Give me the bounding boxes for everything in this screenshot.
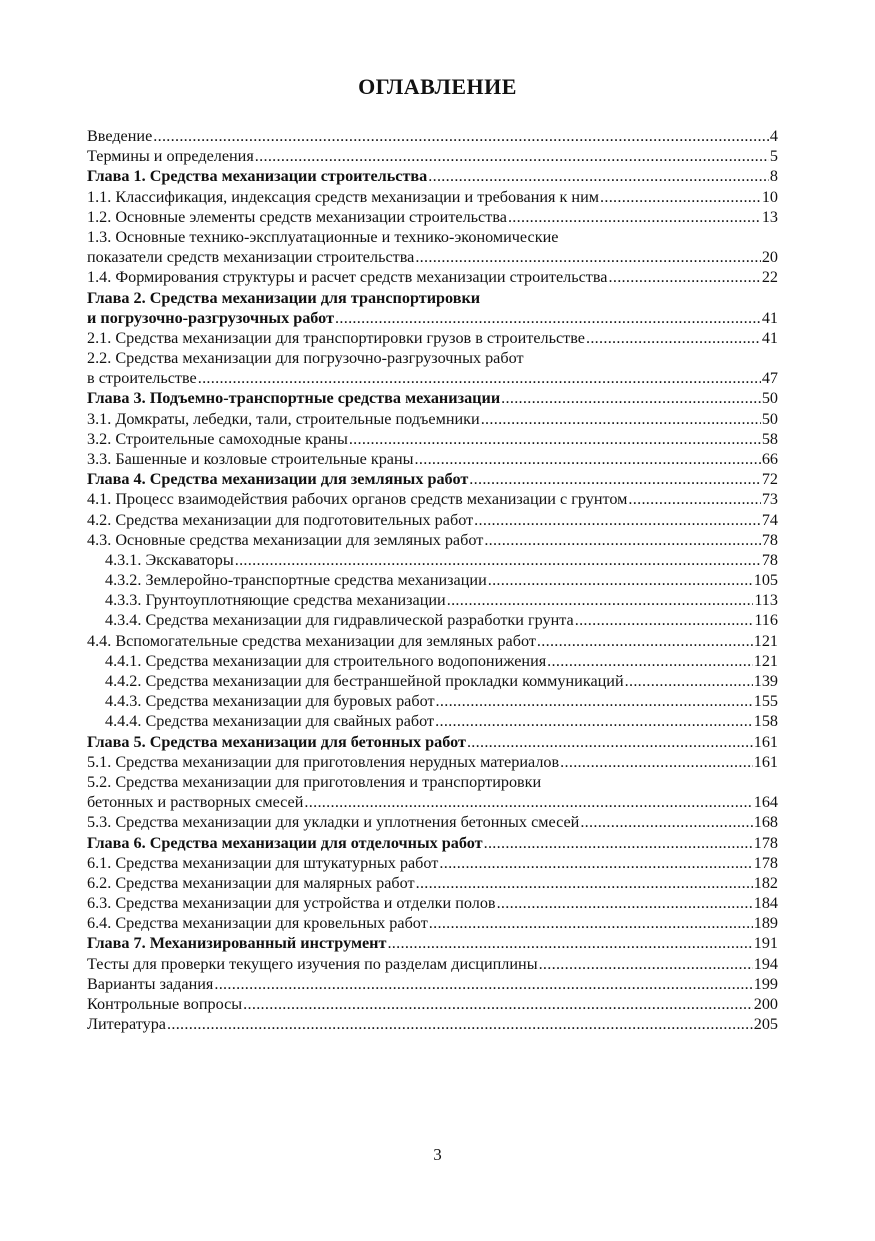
dot-leader: [537, 631, 753, 651]
page-title: ОГЛАВЛЕНИЕ: [358, 74, 517, 99]
toc-entry-title: 6.3. Средства механизации для устройства и отделки полов: [87, 894, 496, 913]
toc-entry[interactable]: [87, 611, 778, 631]
dot-leader: [484, 833, 753, 853]
toc-entry[interactable]: [87, 570, 778, 590]
toc-entry[interactable]: [87, 913, 778, 933]
toc-entry[interactable]: [87, 348, 778, 368]
toc-entry-title: 1.2. Основные элементы средств механизации строительства: [87, 207, 507, 226]
toc-entry[interactable]: [87, 530, 778, 550]
toc-entry-title: 6.2. Средства механизации для малярных работ: [87, 873, 415, 892]
dot-leader: [628, 489, 760, 509]
toc-entry[interactable]: [87, 812, 778, 832]
toc-entry-page: 5: [769, 147, 778, 166]
toc-entry[interactable]: [87, 651, 778, 671]
toc-entry-page: 78: [761, 530, 778, 549]
dot-leader: [349, 429, 761, 449]
toc-entry-title: Литература: [87, 1015, 166, 1034]
toc-entry-title: 4.4.1. Средства механизации для строительного водопонижения: [105, 651, 547, 670]
toc-entry-page: 72: [761, 470, 778, 489]
toc-entry-page: 47: [761, 369, 778, 388]
toc-entry-title: 3.2. Строительные самоходные краны: [87, 429, 348, 448]
toc-entry-title: Тесты для проверки текущего изучения по разделам дисциплины: [87, 954, 538, 973]
toc-entry-title: 4.4.4. Средства механизации для свайных работ: [105, 712, 435, 731]
toc-entry-page: 20: [761, 248, 778, 267]
toc-entry-page: 73: [761, 490, 778, 509]
toc-entry-title: 4.2. Средства механизации для подготовительных работ: [87, 510, 474, 529]
toc-entry-title: 4.4.3. Средства механизации для буровых работ: [105, 692, 435, 711]
dot-leader: [497, 893, 753, 913]
toc-entry[interactable]: [87, 267, 778, 287]
toc-entry-page: 78: [761, 550, 778, 569]
toc-entry-page: 189: [753, 914, 778, 933]
dot-leader: [560, 752, 753, 772]
table-of-contents: [87, 126, 778, 1034]
toc-entry[interactable]: [87, 409, 778, 429]
toc-entry-title: Глава 3. Подъемно-транспортные средства механизации: [87, 389, 501, 408]
dot-leader: [484, 530, 761, 550]
toc-entry[interactable]: [87, 772, 778, 792]
dot-leader: [539, 954, 753, 974]
toc-entry-title: Глава 4. Средства механизации для земляных работ: [87, 470, 469, 489]
toc-entry-title: 1.4. Формирования структуры и расчет средств механизации строительства: [87, 268, 608, 287]
toc-entry[interactable]: [87, 752, 778, 772]
dot-leader: [474, 510, 761, 530]
toc-entry[interactable]: [87, 247, 778, 267]
toc-entry[interactable]: [87, 166, 778, 186]
toc-entry-title: показатели средств механизации строительства: [87, 248, 415, 267]
dot-leader: [387, 933, 752, 953]
toc-entry-title: 4.3.3. Грунтоуплотняющие средства механизации: [105, 591, 446, 610]
toc-entry-page: 200: [753, 995, 778, 1014]
dot-leader: [586, 328, 761, 348]
dot-leader: [235, 550, 761, 570]
toc-entry[interactable]: [87, 368, 778, 388]
toc-entry-page: 50: [761, 389, 778, 408]
dot-leader: [575, 610, 754, 630]
toc-entry-page: 41: [761, 308, 778, 327]
toc-entry[interactable]: [87, 691, 778, 711]
toc-entry-title: Варианты задания: [87, 974, 214, 993]
toc-entry-page: 105: [753, 571, 778, 590]
toc-entry-page: 161: [753, 752, 778, 771]
toc-entry-page: 168: [753, 813, 778, 832]
toc-entry-page: 121: [753, 651, 778, 670]
toc-entry[interactable]: [87, 550, 778, 570]
toc-entry-title: Глава 7. Механизированный инструмент: [87, 934, 387, 953]
dot-leader: [547, 651, 753, 671]
toc-entry-page: 74: [761, 510, 778, 529]
toc-entry-title: 1.1. Классификация, индексация средств механизации и требования к ним: [87, 187, 599, 206]
toc-entry-title: 2.2. Средства механизации для погрузочно-разгрузочных работ: [87, 349, 524, 368]
page-number: 3: [433, 1145, 442, 1164]
toc-entry-page: 8: [769, 167, 778, 186]
toc-entry[interactable]: [87, 469, 778, 489]
dot-leader: [416, 873, 753, 893]
toc-entry-title: и погрузочно-разгрузочных работ: [87, 308, 335, 327]
toc-entry-page: 158: [753, 712, 778, 731]
toc-entry-title: Глава 1. Средства механизации строительства: [87, 167, 428, 186]
toc-entry-title: бетонных и растворных смесей: [87, 793, 304, 812]
toc-entry[interactable]: [87, 974, 778, 994]
dot-leader: [335, 308, 761, 328]
toc-entry-page: 155: [753, 692, 778, 711]
toc-entry[interactable]: [87, 954, 778, 974]
toc-entry-title: 3.1. Домкраты, лебедки, тали, строительные подъемники: [87, 409, 480, 428]
dot-leader: [469, 469, 761, 489]
toc-entry[interactable]: [87, 893, 778, 913]
dot-leader: [436, 691, 753, 711]
dot-leader: [415, 247, 760, 267]
dot-leader: [198, 368, 761, 388]
toc-entry[interactable]: [87, 227, 778, 247]
toc-entry[interactable]: [87, 388, 778, 408]
dot-leader: [609, 267, 761, 287]
dot-leader: [439, 853, 752, 873]
toc-entry[interactable]: [87, 207, 778, 227]
toc-entry-page: 66: [761, 449, 778, 468]
toc-entry-page: 50: [761, 409, 778, 428]
dot-leader: [304, 792, 752, 812]
toc-entry-page: 161: [753, 732, 778, 751]
dot-leader: [214, 974, 752, 994]
toc-entry-title: 5.3. Средства механизации для укладки и уплотнения бетонных смесей: [87, 813, 580, 832]
toc-entry-title: 4.3.1. Экскаваторы: [105, 550, 234, 569]
dot-leader: [167, 1014, 753, 1034]
dot-leader: [447, 590, 754, 610]
toc-entry-title: Глава 5. Средства механизации для бетонных работ: [87, 732, 466, 751]
dot-leader: [580, 812, 752, 832]
toc-entry-title: 3.3. Башенные и козловые строительные краны: [87, 449, 414, 468]
toc-entry-page: 164: [753, 793, 778, 812]
toc-entry-page: 205: [753, 1015, 778, 1034]
toc-entry[interactable]: [87, 934, 778, 954]
dot-leader: [508, 207, 761, 227]
toc-entry[interactable]: [87, 489, 778, 509]
toc-entry-page: 194: [753, 954, 778, 973]
toc-entry[interactable]: [87, 288, 778, 308]
toc-entry[interactable]: [87, 994, 778, 1014]
toc-entry-page: 22: [761, 268, 778, 287]
toc-entry-title: 4.3. Основные средства механизации для земляных работ: [87, 530, 484, 549]
dot-leader: [625, 671, 753, 691]
toc-entry-title: 4.1. Процесс взаимодействия рабочих органов средств механизации с грунтом: [87, 490, 628, 509]
toc-entry-page: 184: [753, 894, 778, 913]
toc-entry-page: 121: [753, 631, 778, 650]
dot-leader: [415, 449, 761, 469]
toc-entry[interactable]: [87, 328, 778, 348]
toc-entry-page: 13: [761, 207, 778, 226]
toc-entry[interactable]: [87, 187, 778, 207]
dot-leader: [243, 994, 753, 1014]
dot-leader: [501, 388, 761, 408]
toc-entry[interactable]: [87, 853, 778, 873]
toc-entry[interactable]: [87, 308, 778, 328]
toc-entry-title: 5.1. Средства механизации для приготовления нерудных материалов: [87, 752, 560, 771]
toc-entry-title: Глава 6. Средства механизации для отделочных работ: [87, 833, 483, 852]
dot-leader: [481, 409, 761, 429]
toc-entry[interactable]: [87, 732, 778, 752]
toc-entry-page: 41: [761, 328, 778, 347]
dot-leader: [435, 711, 753, 731]
toc-entry-title: 4.3.4. Средства механизации для гидравлической разработки грунта: [105, 611, 574, 630]
toc-entry-title: 4.4. Вспомогательные средства механизации для земляных работ: [87, 631, 536, 650]
toc-entry-page: 178: [753, 833, 778, 852]
toc-entry-page: 199: [753, 974, 778, 993]
toc-entry-title: 6.4. Средства механизации для кровельных работ: [87, 914, 428, 933]
toc-entry-title: 5.2. Средства механизации для приготовления и транспортировки: [87, 773, 542, 791]
toc-entry[interactable]: [87, 833, 778, 853]
toc-entry[interactable]: [87, 449, 778, 469]
toc-entry[interactable]: [87, 711, 778, 731]
toc-entry-page: 191: [753, 934, 778, 953]
dot-leader: [255, 146, 769, 166]
toc-entry[interactable]: [87, 590, 778, 610]
toc-entry-title: 4.3.2. Землеройно-транспортные средства механизации: [105, 571, 487, 590]
toc-entry[interactable]: [87, 1014, 778, 1034]
toc-entry[interactable]: [87, 429, 778, 449]
toc-entry-page: 116: [754, 611, 778, 630]
toc-entry[interactable]: [87, 873, 778, 893]
dot-leader: [488, 570, 753, 590]
toc-entry-page: 58: [761, 429, 778, 448]
toc-entry[interactable]: [87, 126, 778, 146]
dot-leader: [153, 126, 769, 146]
toc-entry-page: 10: [761, 187, 778, 206]
toc-entry-page: 139: [753, 672, 778, 691]
toc-entry-page: 182: [753, 873, 778, 892]
toc-entry-title: в строительстве: [87, 369, 197, 388]
toc-entry-page: 178: [753, 853, 778, 872]
toc-entry-title: Контрольные вопросы: [87, 995, 243, 1014]
toc-entry[interactable]: [87, 146, 778, 166]
toc-entry-title: Введение: [87, 126, 153, 145]
dot-leader: [429, 913, 753, 933]
toc-entry-page: 4: [769, 126, 778, 145]
toc-entry-title: 6.1. Средства механизации для штукатурных работ: [87, 853, 439, 872]
dot-leader: [600, 187, 761, 207]
toc-entry-title: 2.1. Средства механизации для транспортировки грузов в строительстве: [87, 328, 585, 347]
toc-entry-title: Термины и определения: [87, 147, 254, 166]
toc-entry[interactable]: [87, 671, 778, 691]
toc-entry-title: 1.3. Основные технико-эксплуатационные и технико-экономические: [87, 227, 559, 246]
toc-entry[interactable]: [87, 631, 778, 651]
toc-entry-title: Глава 2. Средства механизации для транспортировки: [87, 288, 481, 307]
dot-leader: [428, 166, 769, 186]
toc-entry[interactable]: [87, 510, 778, 530]
toc-entry-title: 4.4.2. Средства механизации для бестраншейной прокладки коммуникаций: [105, 672, 624, 691]
dot-leader: [467, 732, 753, 752]
toc-entry[interactable]: [87, 792, 778, 812]
toc-entry-page: 113: [754, 591, 778, 610]
